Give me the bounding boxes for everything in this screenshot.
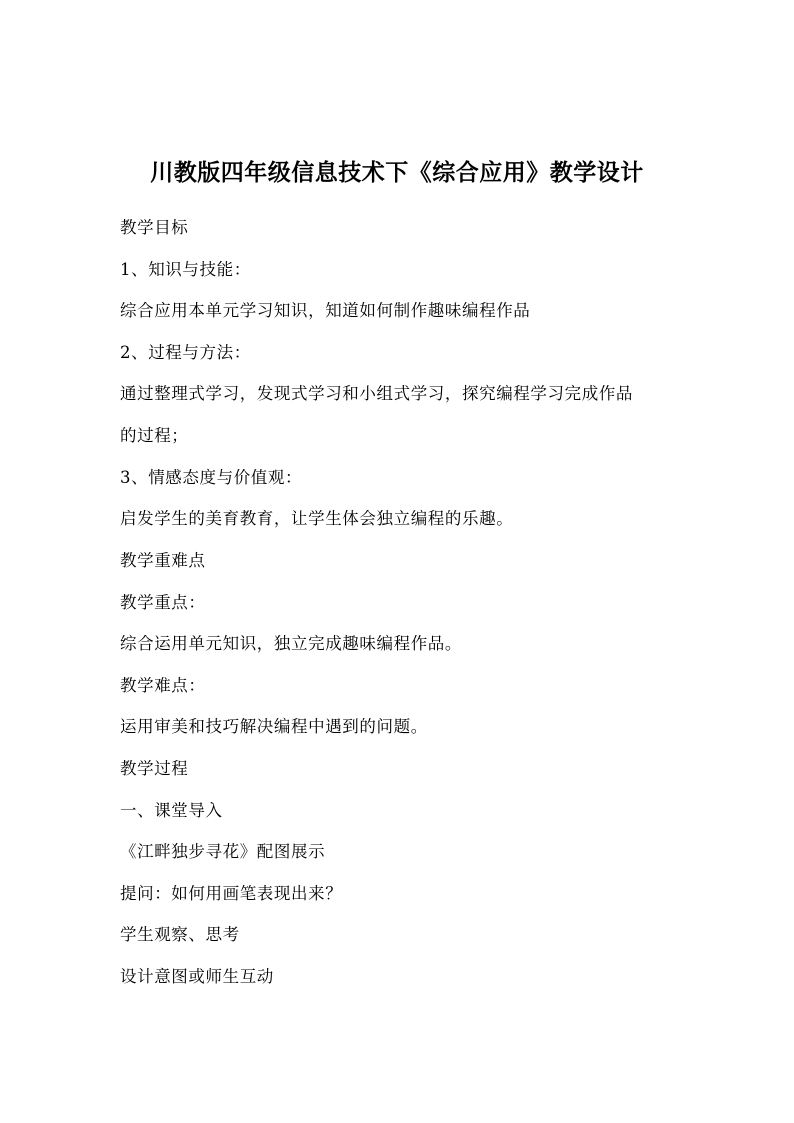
section-heading-key-points: 教学重难点 xyxy=(120,551,206,570)
process-poem-display: 《江畔独步寻花》配图展示 xyxy=(120,842,326,861)
key-point-heading: 教学重点： xyxy=(120,593,206,612)
process-design-intent: 设计意图或师生互动 xyxy=(120,967,274,986)
objective-knowledge-heading: 1、知识与技能： xyxy=(120,260,251,279)
process-student-activity: 学生观察、思考 xyxy=(120,925,240,944)
process-question: 提问：如何用画笔表现出来？ xyxy=(120,884,343,903)
objective-attitude-heading: 3、情感态度与价值观： xyxy=(120,468,303,487)
objective-process-text: 通过整理式学习，发现式学习和小组式学习，探究编程学习完成作品 xyxy=(120,384,633,403)
section-heading-teaching-process: 教学过程 xyxy=(120,759,189,778)
key-point-text: 综合运用单元知识，独立完成趣味编程作品。 xyxy=(120,634,462,653)
objective-process-heading: 2、过程与方法： xyxy=(120,343,251,362)
difficulty-heading: 教学难点： xyxy=(120,676,206,695)
difficulty-text: 运用审美和技巧解决编程中遇到的问题。 xyxy=(120,717,428,736)
section-heading-teaching-objectives: 教学目标 xyxy=(120,218,189,237)
objective-attitude-text: 启发学生的美育教育，让学生体会独立编程的乐趣。 xyxy=(120,509,514,528)
process-step-intro-heading: 一、课堂导入 xyxy=(120,801,223,820)
objective-knowledge-text: 综合应用本单元学习知识，知道如何制作趣味编程作品 xyxy=(120,301,531,320)
document-title: 川教版四年级信息技术下《综合应用》教学设计 xyxy=(150,160,644,186)
objective-process-text-cont: 的过程； xyxy=(120,426,189,445)
